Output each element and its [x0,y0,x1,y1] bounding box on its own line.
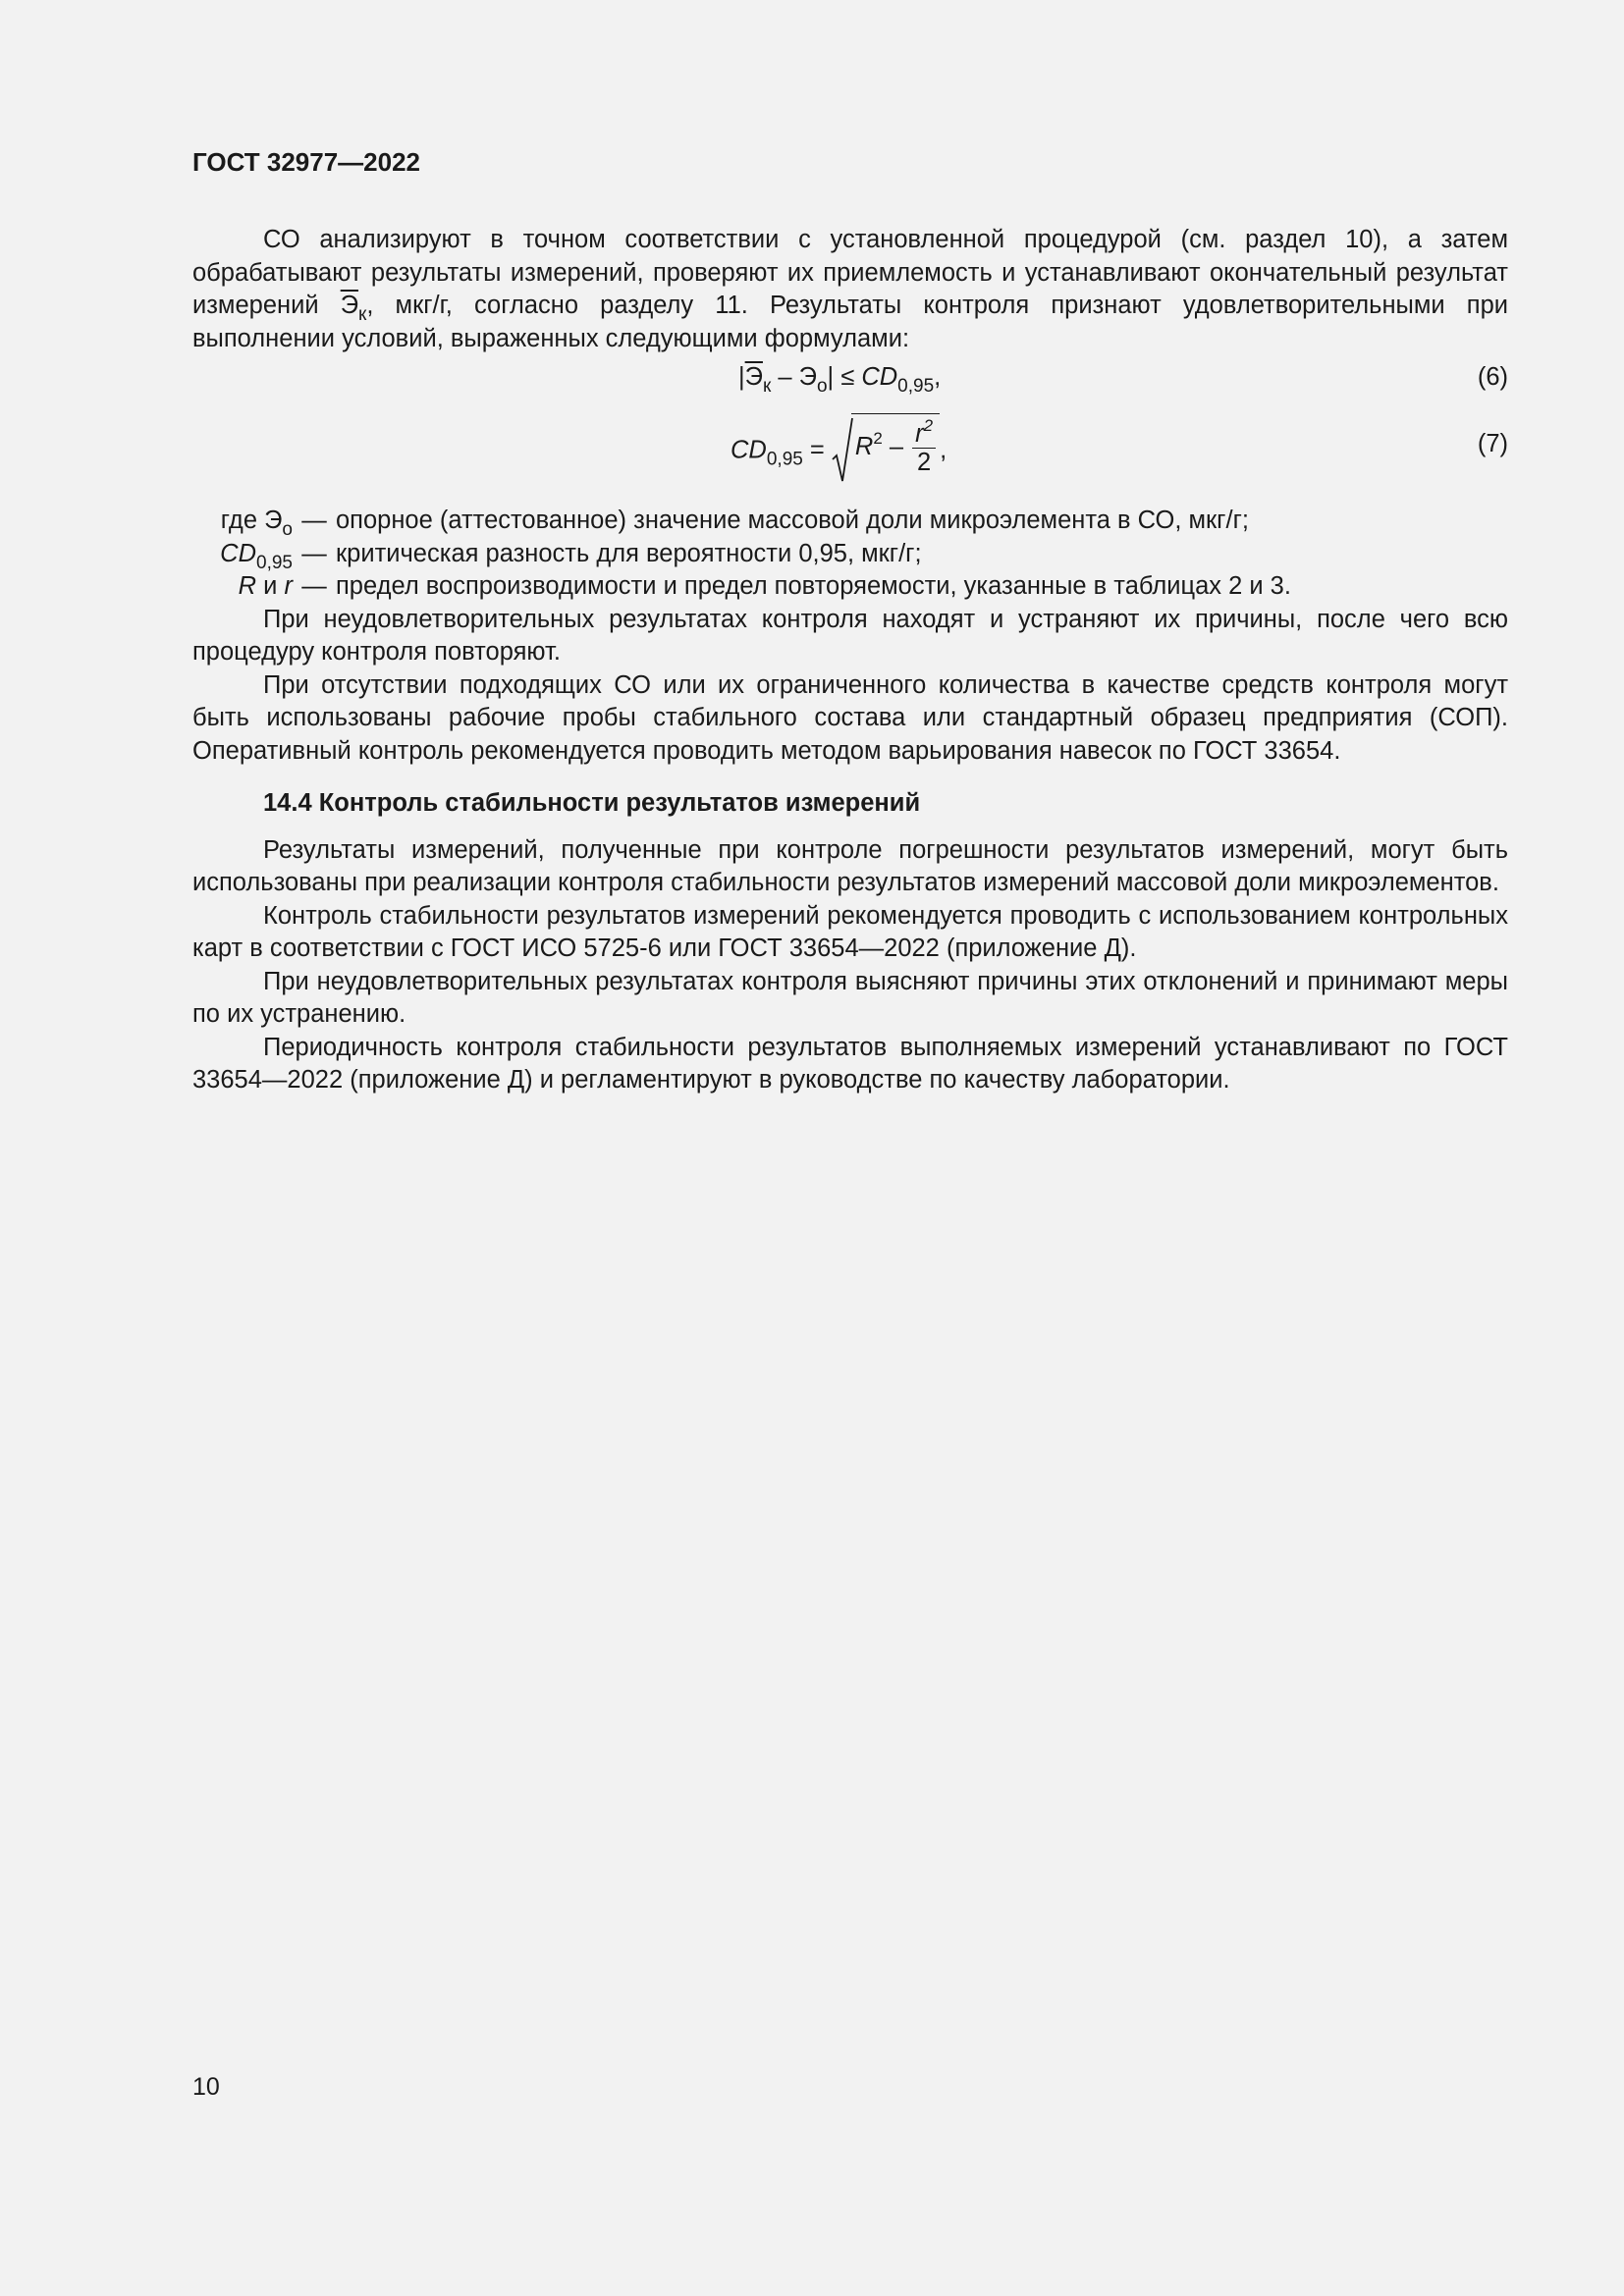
intro-paragraph [192,224,1508,355]
paragraph-repeat-procedure: При неудовлетворительных результатах контроля находят и устраняют их причины, после чего всю процедуру контроля повторяют. [192,605,1508,666]
section-paragraph: Периодичность контроля стабильности результатов выполняемых измерений устанавливают по ГОСТ 33654—2022 (приложение Д) и регламентируют в руководстве по качеству лаборатории. [192,1033,1508,1094]
paragraph-working-samples: При отсутствии подходящих СО или их ограниченного количества в качестве средств контроля могут быть использованы рабочие пробы стабильного состава или стандартный образец предприятия (СОП). Оперативный контроль рекомендуется проводить методом варьирования навесок по ГОСТ 33654. [192,670,1508,765]
intro-symbol: Э [340,292,359,319]
legend-definition: предел воспроизводимости и предел повторяемости, указанные в таблицах 2 и 3. [336,572,1291,600]
legend-item-r: R и r — предел воспроизводимости и предел повторяемости, указанные в таблицах 2 и 3. [192,570,1508,604]
legend-definition: опорное (аттестованное) значение массовой доли микроэлемента в СО, мкг/г; [336,507,1249,534]
section-paragraph: Результаты измерений, полученные при контроле погрешности результатов измерений, могут быть использованы при реализации контроля стабильности результатов измерений массовой доли микроэлементов. [192,835,1508,896]
formula-6 [192,355,1508,404]
legend-item-cd: $CD_{0,95}$ — критическая разность для вероятности 0,95, мкг/г; [192,538,1508,571]
section-paragraph: Контроль стабильности результатов измерений рекомендуется проводить с использованием контрольных карт в соответствии с ГОСТ ИСО 5725-6 или ГОСТ 33654—2022 (приложение Д). [192,901,1508,962]
legend-prefix: где [220,507,265,534]
legend-item-eo: где $Э_о$ — опорное (аттестованное) значение массовой доли микроэлемента в СО, мкг/г; [192,505,1508,538]
intro-text-1: СО анализируют в точном соответствии с установленной процедурой (см. раздел 10), а затем обрабатывают результаты измерений, проверяют их приемлемость и устанавливают окончательный результат измерений [192,226,1508,319]
section-title: 14.4 Контроль стабильности результатов измерений [263,789,921,817]
formula-7-expression: $CD_{0,95} = R^2$ – $\frac{r^2}{2}$ , [731,416,947,487]
legend-dash: — [301,572,327,600]
intro-symbol-sub: к [358,304,367,325]
formula-6-number: (6) [1477,363,1508,391]
page-number: 10 [192,2073,220,2101]
legend-dash: — [301,507,327,534]
formula-6-expression: $|Э_к - Э_о| \le CD_{0,95}$, [738,363,942,397]
legend-definition: критическая разность для вероятности 0,95, мкг/г; [336,539,922,567]
page-header-standard: ГОСТ 32977—2022 [192,147,420,177]
section-paragraph: При неудовлетворительных результатах контроля выясняют причины этих отклонений и принимают меры по их устранению. [192,967,1508,1028]
intro-text-2: , мкг/г, согласно разделу 11. Результаты контроля признают удовлетворительными при выполнении условий, выраженных следующими формулами: [192,292,1509,352]
legend-dash: — [301,539,327,567]
document-body [192,224,1508,1097]
sqrt-sign-icon [832,416,853,487]
formula-7 [192,404,1508,491]
formula-legend [192,505,1508,604]
formula-7-number: (7) [1477,430,1508,457]
